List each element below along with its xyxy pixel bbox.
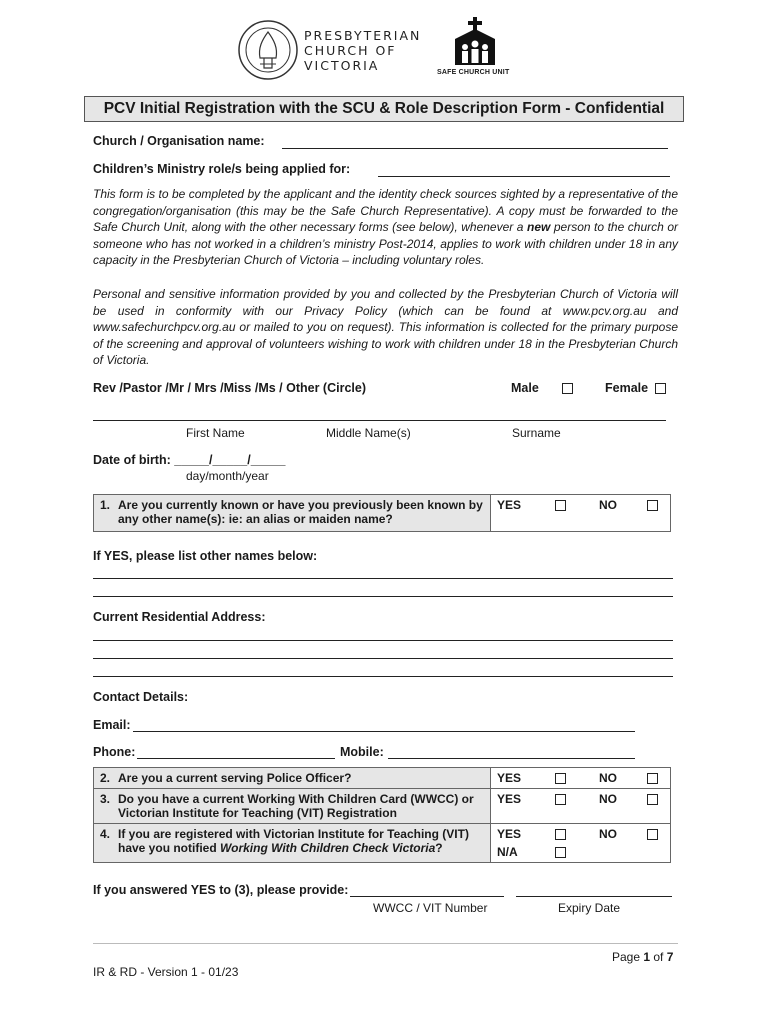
question-3-text: 3. Do you have a current Working With Children Card (WWCC) or Victorian Institute for Teaching (VIT) Registration [94,789,491,824]
email-label: Email: [93,718,131,732]
dob-format-caption: day/month/year [186,469,269,483]
intro-paragraph: This form is to be completed by the applicant and the identity check sources sighted by a representative of the congregation/organisation (this may be the Safe Church Representative). A copy must be forwarded to the Safe Church Unit, along with the other necessary forms (see below), whenever a new person to the church or someone who has not worked in a children’s ministry Post-2014, applies to work with children under 18 in any capacity in the Presbyterian Church of Victoria – including voluntary roles. [93,187,678,267]
no-label: NO [599,498,617,512]
footer-divider [93,943,678,944]
question-1-table [93,494,671,532]
yes-label: YES [497,792,522,806]
yes-label: YES [497,771,522,785]
male-label: Male [511,381,539,395]
no-label: NO [599,792,617,806]
question-4-answers [491,824,671,863]
questions-table [93,767,671,863]
mobile-field[interactable] [388,758,635,759]
na-label: N/A [497,845,518,859]
mobile-label: Mobile: [340,745,384,759]
male-checkbox[interactable] [562,383,573,394]
middle-name-caption: Middle Name(s) [326,426,411,440]
question-1-text: 1. Are you currently known or have you previously been known by any other name(s): ie: an alias or maiden name? [94,495,491,532]
female-checkbox[interactable] [655,383,666,394]
role-label: Children’s Ministry role/s being applied for: [93,162,351,176]
version-label: IR & RD - Version 1 - 01/23 [93,965,239,979]
question-2-text: 2. Are you a current serving Police Officer? [94,768,491,789]
other-names-field-2[interactable] [93,596,673,597]
scu-church-icon [449,17,501,67]
q1-no-checkbox[interactable] [647,500,658,511]
yes-label: YES [497,827,522,841]
q2-no-checkbox[interactable] [647,773,658,784]
table-row [94,768,671,789]
yes-label: YES [497,498,522,512]
q3-yes-checkbox[interactable] [555,794,566,805]
scu-label: SAFE CHURCH UNIT [437,69,510,76]
phone-label: Phone: [93,745,136,759]
phone-field[interactable] [137,758,335,759]
pcv-seal-logo [236,18,300,82]
question-4-text: 4. If you are registered with Victorian Institute for Teaching (VIT) have you notified Working With Children Check Victoria? [94,824,491,863]
other-names-field-1[interactable] [93,578,673,579]
page-number: Page 1 of 7 [612,950,674,964]
church-name-label: Church / Organisation name: [93,134,265,148]
q2-yes-checkbox[interactable] [555,773,566,784]
email-field[interactable] [133,731,635,732]
question-2-answers [491,768,671,789]
church-name-field[interactable] [282,148,668,149]
dob-field[interactable]: Date of birth: _____/_____/_____ [93,453,286,467]
wwcc-number-field[interactable] [350,896,504,897]
address-label: Current Residential Address: [93,610,266,624]
address-field-2[interactable] [93,658,673,659]
q1-yes-checkbox[interactable] [555,500,566,511]
q4-no-checkbox[interactable] [647,829,658,840]
provide-label: If you answered YES to (3), please provide: [93,883,349,897]
table-row [94,789,671,824]
privacy-paragraph: Personal and sensitive information provided by you and collected by the Presbyterian Church of Victoria will be used in conformity with our Privacy Policy (which can be found at www.pcv.org.au and www.safechurchpcv.org.au or mailed to you on request). This information is collected for the primary purpose of the screening and approval of volunteers wishing to work with children under 18 in the Presbyterian Church of Victoria. [93,287,678,367]
address-field-1[interactable] [93,640,673,641]
expiry-date-field[interactable] [516,896,672,897]
pcv-org-name: PRESBYTERIAN CHURCH OF VICTORIA [304,28,422,73]
first-name-caption: First Name [186,426,245,440]
no-label: NO [599,771,617,785]
full-name-field[interactable] [93,420,666,421]
table-row [94,495,671,532]
expiry-caption: Expiry Date [558,901,621,915]
question-1-answers [491,495,671,532]
female-label: Female [605,381,649,395]
address-field-3[interactable] [93,676,673,677]
question-3-answers [491,789,671,824]
q4-yes-checkbox[interactable] [555,829,566,840]
wwcc-caption: WWCC / VIT Number [373,901,488,915]
table-row [94,824,671,863]
contact-label: Contact Details: [93,690,189,704]
no-label: NO [599,827,617,841]
other-names-label: If YES, please list other names below: [93,549,318,563]
q3-no-checkbox[interactable] [647,794,658,805]
q4-na-checkbox[interactable] [555,847,566,858]
form-title: PCV Initial Registration with the SCU & Role Description Form - Confidential [84,96,684,122]
role-field[interactable] [378,176,670,177]
title-circle-label: Rev /Pastor /Mr / Mrs /Miss /Ms / Other (Circle) [93,381,366,395]
surname-caption: Surname [512,426,561,440]
